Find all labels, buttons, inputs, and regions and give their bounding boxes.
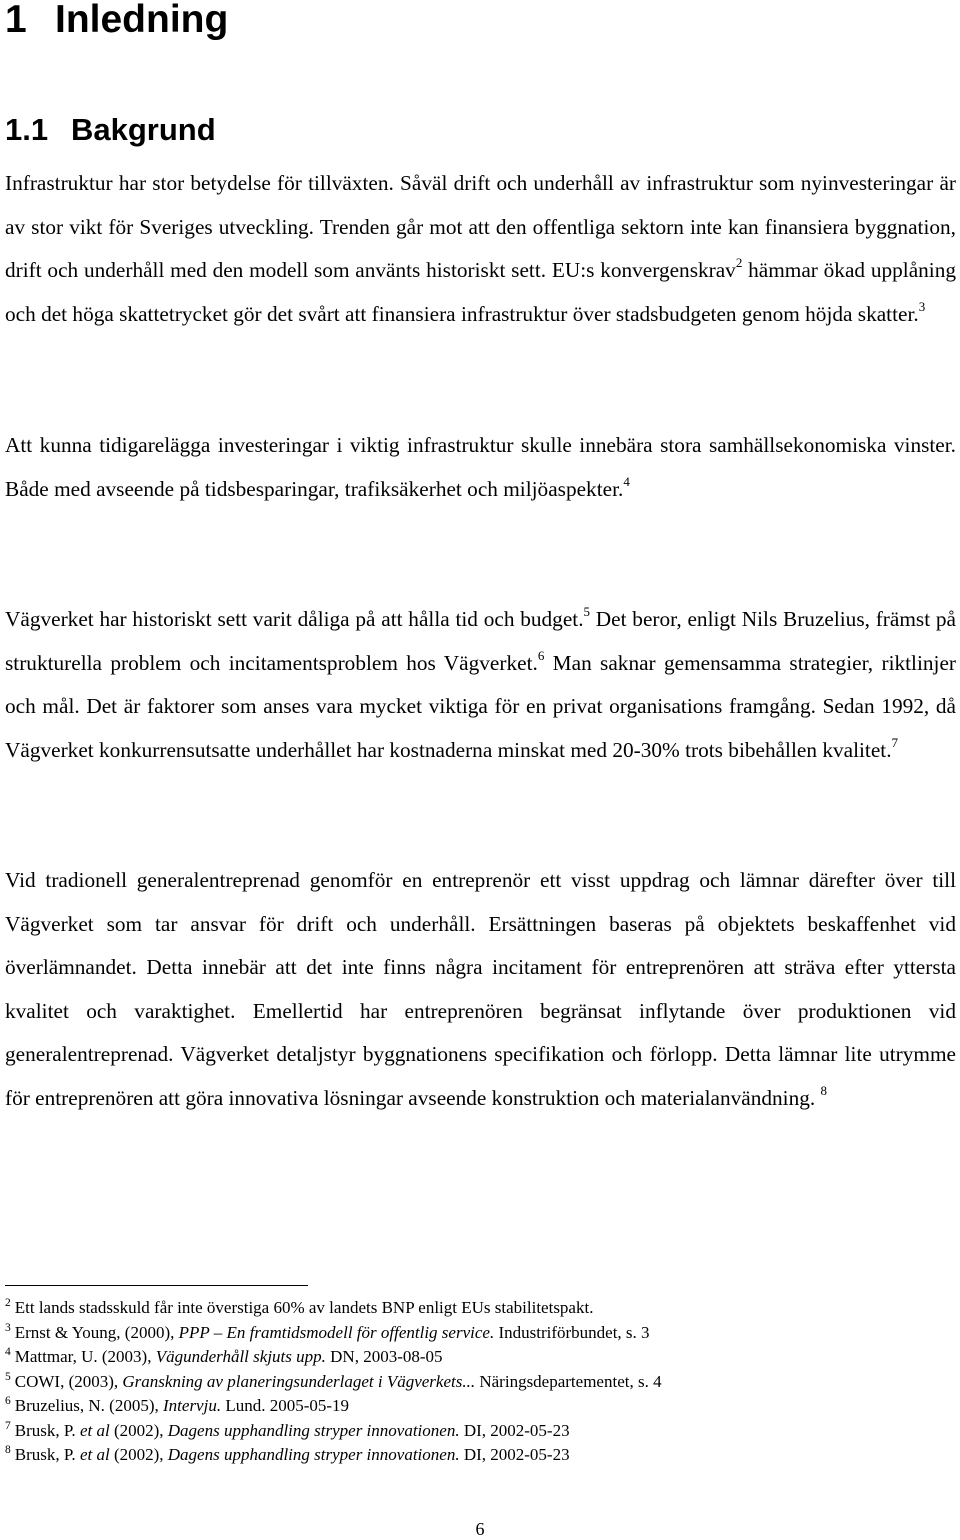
footnote-text: (2002), [109, 1445, 168, 1464]
footnote-title: Vägunderhåll skjuts upp. [155, 1347, 326, 1366]
section-heading [5, 110, 216, 150]
section-title: Bakgrund [71, 112, 216, 147]
footnote-number: 8 [5, 1444, 11, 1457]
footnote-list [5, 1296, 956, 1468]
footnote-text: COWI, (2003), [14, 1371, 123, 1391]
footnote-number: 3 [5, 1321, 11, 1334]
paragraph-2 [5, 424, 956, 511]
footnote-item [5, 1370, 956, 1395]
footnote-number: 4 [5, 1346, 11, 1359]
footnote-title: PPP – En framtidsmodell för offentlig service. [178, 1322, 495, 1342]
footnote-text: Bruzelius, N. (2005), [14, 1396, 164, 1415]
footnote-item [5, 1394, 956, 1419]
footnote-ref: 5 [583, 603, 591, 619]
footnote-ref: 8 [820, 1082, 828, 1098]
chapter-heading [5, 0, 228, 44]
paragraph-3 [5, 598, 956, 772]
footnote-title: Granskning av planeringsunderlaget i Vägverkets... [122, 1371, 476, 1391]
footnote-text: Ett lands stadsskuld får inte överstiga 60% av landets BNP enligt EUs stabilitetspakt. [14, 1298, 594, 1317]
footnote-item [5, 1443, 956, 1468]
footnote-number: 5 [5, 1370, 11, 1383]
footnote-ref: 4 [623, 473, 630, 489]
paragraph-text: Vägverket har historiskt sett varit dåliga på att hålla tid och budget. [5, 607, 584, 631]
footnote-text: Brusk, P. [14, 1445, 80, 1464]
footnote-ref: 6 [537, 647, 545, 663]
page-number: 6 [475, 1519, 485, 1539]
paragraph-text: Att kunna tidigarelägga investeringar i viktig infrastruktur skulle innebära stora samhällsekonomiska vinster. Både med avseende på tidsbesparingar, trafiksäkerhet och miljöaspekter. [5, 433, 956, 501]
footnote-text: Näringsdepartementet, s. 4 [475, 1371, 662, 1391]
footnote-text: DI, 2002-05-23 [459, 1445, 570, 1464]
chapter-number: 1 [5, 0, 27, 41]
footnote-number: 2 [5, 1297, 11, 1310]
footnote-text: (2002), [109, 1420, 168, 1440]
footnote-item [5, 1321, 956, 1346]
chapter-title: Inledning [55, 0, 229, 41]
footnote-item [5, 1419, 956, 1444]
footnote-etal: et al [79, 1420, 110, 1440]
paragraph-1 [5, 162, 956, 336]
footnote-ref: 2 [735, 255, 743, 271]
footnote-ref: 3 [918, 298, 926, 314]
paragraph-text: hämmar ökad upplåning och det höga skattetrycket gör det svårt att finansiera infrastruktur över stadsbudgeten genom höjda skatter. [5, 258, 957, 326]
footnote-number: 7 [5, 1419, 11, 1432]
footnote-text: Mattmar, U. (2003), [14, 1347, 156, 1366]
footnote-number: 6 [5, 1395, 11, 1408]
footnote-separator [5, 1285, 308, 1286]
footnote-item [5, 1345, 956, 1370]
footnote-title: Dagens upphandling stryper innovationen. [167, 1420, 460, 1440]
paragraph-text: Vid tradionell generalentreprenad genomför en entreprenör ett visst uppdrag och lämnar därefter över till Vägverket som tar ansvar för drift och underhåll. Ersättningen baseras på objektets beskaffenhet vid överlämnandet. Detta innebär att det inte finns några incitament för entreprenören att sträva efter yttersta kvalitet och varaktighet. Emellertid har entreprenören begränsat inflytande över produktionen vid generalentreprenad. Vägverket detaljstyr byggnationens specifikation och förlopp. Detta lämnar lite utrymme för entreprenören att göra innovativa lösningar avseende konstruktion och materialanvändning. [5, 868, 956, 1110]
section-number: 1.1 [5, 112, 49, 147]
paragraph-4 [5, 859, 956, 1121]
footnote-title: Dagens upphandling stryper innovationen. [167, 1445, 460, 1464]
footnote-text: Industriförbundet, s. 3 [494, 1322, 650, 1342]
footnote-text: Ernst & Young, (2000), [14, 1322, 179, 1342]
footnote-text: Lund. 2005-05-19 [221, 1396, 350, 1415]
footnote-text: Brusk, P. [14, 1420, 80, 1440]
footnote-title: Intervju. [163, 1396, 222, 1415]
paragraph-text: Man saknar gemensamma strategier, riktlinjer och mål. Det är faktorer som anses vara mycket viktiga för en privat organisations framgång. Sedan 1992, då Vägverket konkurrensutsatte underhållet har kostnaderna minskat med 20-30% trots bibehållen kvalitet. [5, 650, 956, 762]
footnote-text: DI, 2002-05-23 [459, 1420, 570, 1440]
footnote-ref: 7 [891, 734, 899, 750]
footnote-item [5, 1296, 956, 1321]
paragraph-text: Infrastruktur har stor betydelse för tillväxten. Såväl drift och underhåll av infrastruktur som nyinvesteringar är av stor vikt för Sveriges utveckling. Trenden går mot att den offentliga sektorn inte kan finansiera byggnation, drift och underhåll med den modell som använts historiskt sett. EU:s konvergenskrav [5, 171, 956, 283]
footnote-etal: et al [79, 1445, 110, 1464]
footnote-text: DN, 2003-08-05 [325, 1347, 443, 1366]
paragraph-text: Det beror, enligt Nils Bruzelius, främst på strukturella problem och incitamentsproblem hos Vägverket. [5, 607, 956, 675]
